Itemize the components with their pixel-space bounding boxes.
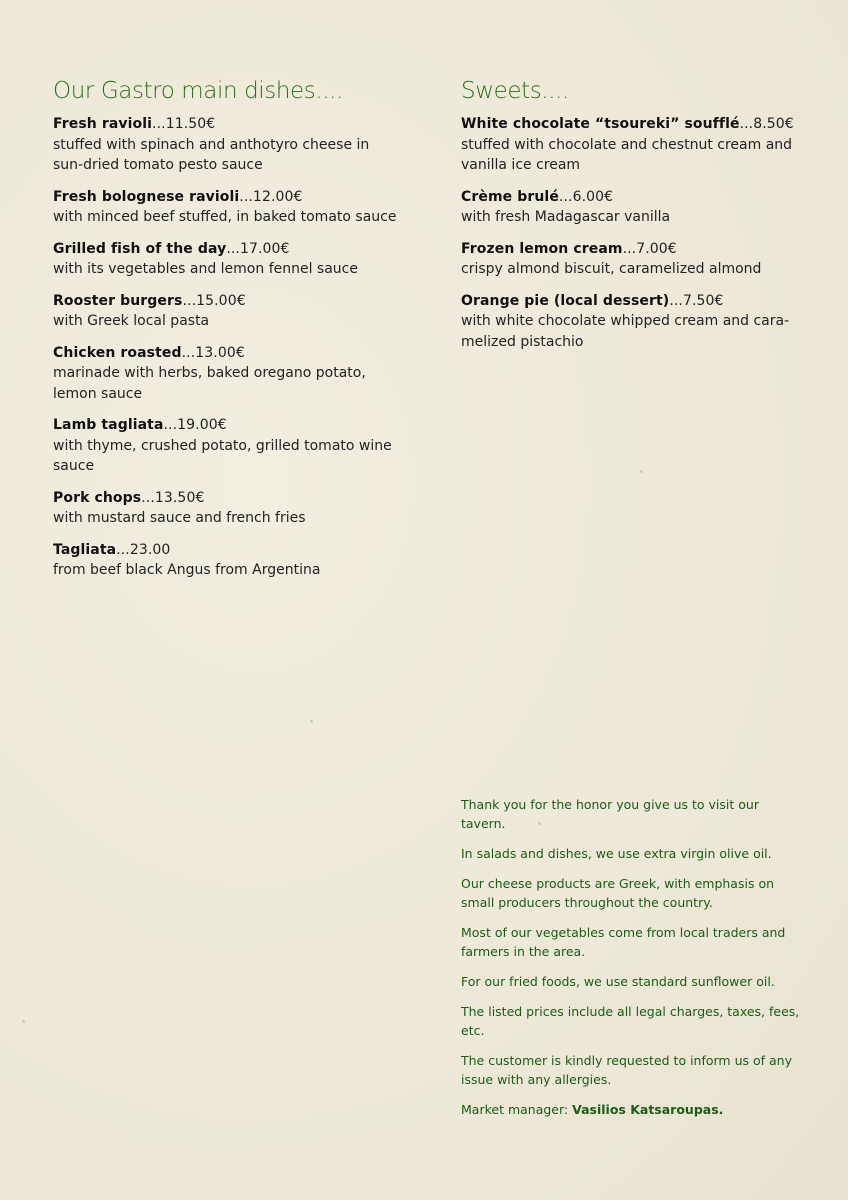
item-price: ...7.00€ <box>622 240 677 257</box>
menu-item <box>53 239 398 280</box>
menu-item <box>53 540 398 581</box>
manager-label: Market manager: <box>461 1102 573 1117</box>
note: Most of our vegetables come from local traders and farmers in the area. <box>461 925 786 959</box>
item-name: Lamb tagliata <box>53 417 164 433</box>
note: Our cheese products are Greek, with emphasis on small producers throughout the country. <box>461 876 775 910</box>
item-description: with Greek local pasta <box>53 313 210 329</box>
item-name: Pork chops <box>53 489 142 506</box>
paper-speck <box>310 720 313 723</box>
item-price: ...13.00€ <box>181 344 245 361</box>
menu-item <box>53 415 398 477</box>
item-name: Chicken roasted <box>53 344 182 361</box>
paper-speck <box>538 822 541 825</box>
note: Thank you for the honor you give us to visit our tavern. <box>461 797 759 831</box>
item-description: with white chocolate whipped cream and cara-melized pistachio <box>461 313 790 350</box>
menu-item <box>461 239 811 280</box>
item-name: Orange pie (local dessert) <box>461 292 670 309</box>
menu-item <box>53 291 398 332</box>
note: The customer is kindly requested to inform us of any issue with any allergies. <box>461 1053 792 1087</box>
menu-item <box>461 291 811 353</box>
restaurant-notes <box>461 795 806 1130</box>
item-description: with minced beef stuffed, in baked tomato sauce <box>53 209 397 225</box>
item-name: Fresh ravioli <box>53 116 153 132</box>
main-dishes-title: Our Gastro main dishes.... <box>53 78 344 104</box>
note: The listed prices include all legal charges, taxes, fees, etc. <box>461 1004 800 1038</box>
item-name: Fresh bolognese ravioli <box>53 188 240 205</box>
main-dishes-list <box>53 114 398 581</box>
menu-item <box>53 343 398 405</box>
item-description: with mustard sauce and french fries <box>53 510 306 526</box>
item-description: with thyme, crushed potato, grilled tomato wine sauce <box>53 437 392 474</box>
item-name: Grilled fish of the day <box>53 240 227 257</box>
note: For our fried foods, we use standard sunflower oil. <box>461 974 775 989</box>
main-dishes-column <box>53 76 398 592</box>
item-description: with fresh Madagascar vanilla <box>461 209 671 225</box>
item-description: stuffed with chocolate and chestnut cream and vanilla ice cream <box>461 136 793 173</box>
note: In salads and dishes, we use extra virgin olive oil. <box>461 846 772 861</box>
sweets-column <box>461 76 811 363</box>
item-price: ...11.50€ <box>152 116 216 132</box>
item-price: ...23.00 <box>116 541 171 558</box>
sweets-list <box>461 114 811 352</box>
item-description: crispy almond biscuit, caramelized almond <box>461 261 762 277</box>
paper-speck <box>640 470 643 473</box>
item-price: ...6.00€ <box>558 188 614 205</box>
menu-item <box>53 187 398 228</box>
item-description: stuffed with spinach and anthotyro cheese in sun-dried tomato pesto sauce <box>53 136 370 173</box>
menu-item <box>53 488 398 529</box>
item-name: White chocolate “tsoureki” soufflé <box>461 116 740 132</box>
item-name: Rooster burgers <box>53 292 183 309</box>
item-price: ...17.00€ <box>226 240 290 257</box>
menu-item <box>461 187 811 228</box>
paper-speck <box>22 1020 25 1023</box>
manager-line <box>461 1100 806 1119</box>
item-name: Crème brulé <box>461 188 559 205</box>
item-description: marinade with herbs, baked oregano potato, lemon sauce <box>53 365 366 402</box>
item-price: ...8.50€ <box>739 116 794 132</box>
item-description: with its vegetables and lemon fennel sauce <box>53 261 358 277</box>
item-price: ...12.00€ <box>239 188 303 205</box>
manager-name: Vasilios Katsaroupas. <box>572 1102 724 1117</box>
sweets-title: Sweets.... <box>461 78 569 104</box>
item-price: ...15.00€ <box>182 292 246 309</box>
item-name: Frozen lemon cream <box>461 240 623 257</box>
menu-item <box>53 114 398 176</box>
item-price: ...13.50€ <box>141 489 205 506</box>
item-price: ...19.00€ <box>163 417 227 433</box>
item-description: from beef black Angus from Argentina <box>53 562 321 578</box>
item-price: ...7.50€ <box>669 292 724 309</box>
item-name: Tagliata <box>53 541 117 558</box>
menu-item <box>461 114 811 176</box>
